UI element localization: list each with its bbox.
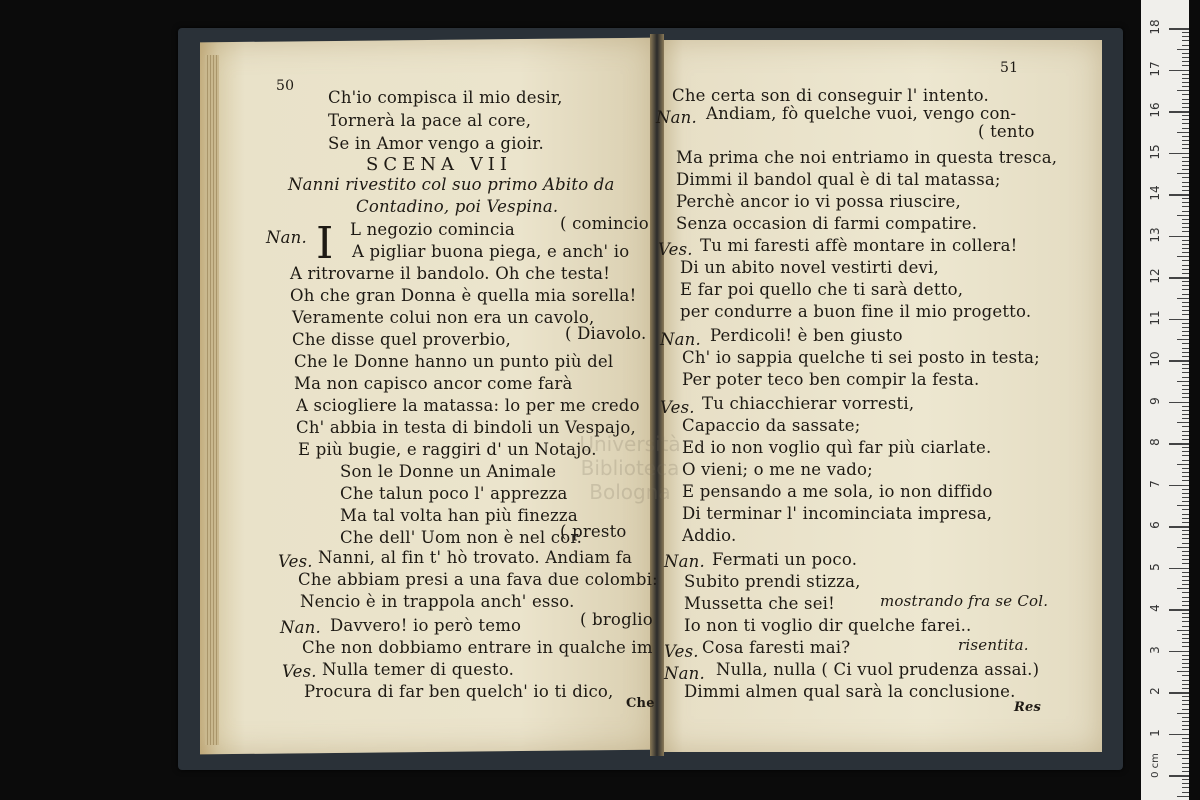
ruler-tick [1182, 426, 1189, 427]
ruler-tick [1182, 684, 1189, 685]
ruler-tick [1182, 696, 1189, 697]
ruler-tick [1182, 389, 1189, 390]
ruler-unit-label: 0 cm [1149, 753, 1161, 778]
ruler-tick [1182, 447, 1189, 448]
ruler-tick [1177, 90, 1189, 91]
ruler-tick [1182, 729, 1189, 730]
ruler-tick [1182, 269, 1189, 270]
speaker-label: Ves. [282, 662, 317, 681]
ruler-tick [1182, 638, 1189, 639]
ruler-tick [1182, 514, 1189, 515]
ruler-number: 9 [1148, 396, 1162, 405]
ruler-tick [1182, 592, 1189, 593]
stage-direction: mostrando fra se Col. [880, 592, 1049, 610]
ruler-tick [1177, 630, 1189, 631]
speaker-label: Ves. [278, 552, 313, 571]
ruler-tick [1182, 348, 1189, 349]
ruler-tick [1182, 74, 1189, 75]
speaker-label: Nan. [660, 330, 701, 349]
speaker-label: Ves. [664, 642, 699, 661]
ruler-tick [1182, 289, 1189, 290]
text-line: A pigliar buona piega, e anch' io [352, 242, 630, 261]
ruler-tick [1182, 493, 1189, 494]
ruler-tick [1182, 265, 1189, 266]
ruler-tick [1169, 485, 1189, 487]
ruler-tick [1182, 144, 1189, 145]
ruler-tick [1182, 431, 1189, 432]
ruler-tick [1182, 231, 1189, 232]
text-line: Ch' io sappia quelche ti sei posto in testa; [682, 348, 1040, 367]
text-line: Andiam, fò quelche vuoi, vengo con- [706, 104, 1017, 123]
ruler-tick [1182, 169, 1189, 170]
speaker-label: Nan. [266, 228, 307, 247]
ruler-tick [1169, 568, 1189, 570]
ruler-tick [1182, 626, 1189, 627]
text-line: Di terminar l' incominciata impresa, [682, 504, 993, 523]
text-line: Ch'io compisca il mio desir, [328, 88, 563, 107]
ruler-tick [1169, 111, 1189, 113]
text-line: Che talun poco l' apprezza [340, 484, 568, 503]
ruler-tick [1177, 173, 1189, 174]
ruler-tick [1182, 343, 1189, 344]
ruler-tick [1182, 787, 1189, 788]
ruler-tick [1182, 617, 1189, 618]
ruler-tick [1182, 418, 1189, 419]
ruler-tick [1182, 61, 1189, 62]
catchword: Che [626, 696, 655, 711]
ruler-tick [1182, 82, 1189, 83]
ruler-tick [1182, 704, 1189, 705]
ruler-tick [1182, 385, 1189, 386]
ruler-tick [1177, 547, 1189, 548]
ruler-tick [1182, 223, 1189, 224]
text-line: Dimmi almen qual sarà la conclusione. [684, 682, 1016, 701]
text-line: per condurre a buon fine il mio progetto. [680, 302, 1032, 321]
ruler-tick [1182, 32, 1189, 33]
ruler-tick [1182, 472, 1189, 473]
ruler-tick [1182, 534, 1189, 535]
ruler-tick [1182, 605, 1189, 606]
ruler-tick [1177, 505, 1189, 506]
ruler-tick [1182, 435, 1189, 436]
ruler-tick [1182, 559, 1189, 560]
ruler-tick [1182, 302, 1189, 303]
ruler-tick [1182, 783, 1189, 784]
ruler-tick [1182, 393, 1189, 394]
text-line: Capaccio da sassate; [682, 416, 861, 435]
ruler-number: 15 [1148, 143, 1162, 160]
text-line: Procura di far ben quelch' io ti dico, [304, 682, 614, 701]
ruler-tick [1169, 70, 1189, 72]
text-line: E pensando a me sola, io non diffido [682, 482, 993, 501]
ruler-tick [1182, 576, 1189, 577]
speaker-label: Nan. [664, 552, 705, 571]
ruler-tick [1182, 206, 1189, 207]
page-number-left: 50 [276, 78, 295, 94]
ruler-tick [1182, 248, 1189, 249]
ruler-tick [1182, 202, 1189, 203]
ruler-tick [1182, 750, 1189, 751]
text-line: ( broglio [580, 610, 653, 629]
ruler-tick [1182, 123, 1189, 124]
text-line: Ma tal volta han più finezza [340, 506, 578, 525]
ruler-tick [1182, 260, 1189, 261]
text-line: Che le Donne hanno un punto più del [294, 352, 614, 371]
text-line: Dimmi il bandol qual è di tal matassa; [676, 170, 1001, 189]
text-line: Tornerà la pace al core, [328, 111, 532, 130]
ruler-tick [1169, 194, 1189, 196]
text-line: Oh che gran Donna è quella mia sorella! [290, 286, 637, 305]
ruler-tick [1169, 28, 1189, 30]
text-line: Nanni, al fin t' hò trovato. Andiam fa [318, 548, 633, 567]
ruler-tick [1182, 190, 1189, 191]
library-watermark: Università Biblioteca Bologna [579, 432, 681, 504]
stage-direction: Contadino, poi Vespina. [356, 197, 559, 216]
ruler-tick [1182, 356, 1189, 357]
ruler-tick [1177, 671, 1189, 672]
text-line: Cosa faresti mai? [702, 638, 851, 657]
ruler-tick [1182, 771, 1189, 772]
ruler-tick [1182, 306, 1189, 307]
speaker-label: Nan. [280, 618, 321, 637]
text-line: ( Diavolo. [565, 324, 647, 343]
ruler-tick [1182, 136, 1189, 137]
ruler-tick [1182, 107, 1189, 108]
ruler-tick [1182, 439, 1189, 440]
ruler-tick [1182, 680, 1189, 681]
ruler-tick [1182, 543, 1189, 544]
text-line: Che certa son di conseguir l' intento. [672, 86, 989, 105]
ruler-tick [1169, 319, 1189, 321]
ruler-tick [1182, 53, 1189, 54]
text-line: Son le Donne un Animale [340, 462, 557, 481]
text-line: A sciogliere la matassa: lo per me credo [296, 396, 640, 415]
ruler-tick [1182, 410, 1189, 411]
ruler-tick [1182, 480, 1189, 481]
text-line: L negozio comincia [350, 220, 515, 239]
ruler-tick [1182, 406, 1189, 407]
ruler-tick [1177, 339, 1189, 340]
ruler-tick [1182, 414, 1189, 415]
ruler-tick [1182, 364, 1189, 365]
ruler-tick [1182, 580, 1189, 581]
text-line: O vieni; o me ne vado; [682, 460, 873, 479]
ruler-tick [1169, 734, 1189, 736]
text-line: Io non ti voglio dir quelche farei.. [684, 616, 972, 635]
ruler-tick [1182, 186, 1189, 187]
text-line: Nulla temer di questo. [322, 660, 515, 679]
text-line: Ch' abbia in testa di bindoli un Vespajo, [296, 418, 636, 437]
ruler-tick [1182, 655, 1189, 656]
ruler-tick [1182, 252, 1189, 253]
stage-direction: Nanni rivestito col suo primo Abito da [288, 175, 615, 194]
ruler-tick [1177, 713, 1189, 714]
ruler-tick [1182, 99, 1189, 100]
ruler-tick [1182, 709, 1189, 710]
ruler-tick [1182, 721, 1189, 722]
ruler-tick [1182, 40, 1189, 41]
speaker-label: Ves. [658, 240, 693, 259]
ruler-tick [1182, 601, 1189, 602]
text-line: Senza occasion di farmi compatire. [676, 214, 978, 233]
ruler-tick [1182, 285, 1189, 286]
page-edges [205, 55, 219, 745]
ruler-tick [1182, 335, 1189, 336]
text-line: Subito prendi stizza, [684, 572, 861, 591]
ruler-tick [1182, 157, 1189, 158]
ruler-number: 11 [1148, 309, 1162, 326]
ruler-tick [1182, 198, 1189, 199]
text-line: E più bugie, e raggiri d' un Notajo. [298, 440, 597, 459]
ruler-tick [1182, 767, 1189, 768]
ruler-number: 7 [1148, 479, 1162, 488]
ruler-tick [1182, 331, 1189, 332]
ruler-tick [1182, 763, 1189, 764]
text-line: Tu chiacchierar vorresti, [702, 394, 915, 413]
ruler-tick [1182, 530, 1189, 531]
ruler-tick [1182, 94, 1189, 95]
ruler-tick [1182, 758, 1189, 759]
text-line: ( presto [560, 522, 627, 541]
ruler-tick [1182, 86, 1189, 87]
ruler-tick [1182, 294, 1189, 295]
ruler-tick [1182, 36, 1189, 37]
ruler-tick [1182, 509, 1189, 510]
ruler-tick [1182, 372, 1189, 373]
ruler-number: 14 [1148, 185, 1162, 201]
ruler-tick [1182, 128, 1189, 129]
ruler-tick [1182, 518, 1189, 519]
ruler-tick [1182, 177, 1189, 178]
ruler-tick [1182, 78, 1189, 79]
ruler-tick [1182, 165, 1189, 166]
ruler-tick [1169, 277, 1189, 279]
ruler-number: 17 [1148, 60, 1162, 77]
ruler-tick [1182, 57, 1189, 58]
ruler-tick [1182, 572, 1189, 573]
ruler-tick [1182, 310, 1189, 311]
page-number-right: 51 [1000, 60, 1019, 76]
text-line: Tu mi faresti affè montare in collera! [700, 236, 1018, 255]
stage-direction: risentita. [958, 636, 1029, 654]
ruler-tick [1182, 219, 1189, 220]
ruler-tick [1182, 397, 1189, 398]
ruler-tick [1182, 642, 1189, 643]
ruler-tick [1182, 161, 1189, 162]
ruler-tick [1182, 667, 1189, 668]
ruler-tick [1182, 368, 1189, 369]
ruler-tick [1169, 651, 1189, 653]
ruler-tick [1182, 65, 1189, 66]
ruler-tick [1182, 746, 1189, 747]
ruler-tick [1169, 402, 1189, 404]
ruler-tick [1182, 742, 1189, 743]
text-line: A ritrovarne il bandolo. Oh che testa! [290, 264, 611, 283]
ruler-tick [1177, 298, 1189, 299]
ruler-tick [1177, 132, 1189, 133]
ruler-tick [1182, 377, 1189, 378]
ruler-number: 18 [1148, 19, 1162, 35]
speaker-label: Nan. [656, 108, 697, 127]
ruler-tick [1182, 700, 1189, 701]
text-line: Fermati un poco. [712, 550, 858, 569]
ruler-tick [1182, 323, 1189, 324]
ruler-tick [1182, 563, 1189, 564]
ruler-tick [1182, 501, 1189, 502]
text-line: Ed io non voglio quì far più ciarlate. [682, 438, 992, 457]
text-line: Per poter teco ben compir la festa. [682, 370, 980, 389]
ruler-tick [1169, 153, 1189, 155]
ruler-tick [1182, 489, 1189, 490]
ruler-tick [1182, 538, 1189, 539]
text-line: Perchè ancor io vi possa riuscire, [676, 192, 961, 211]
ruler-tick [1177, 215, 1189, 216]
text-line: Veramente colui non era un cavolo, [292, 308, 595, 327]
ruler-tick [1177, 588, 1189, 589]
ruler-tick [1182, 115, 1189, 116]
ruler-number: 2 [1148, 687, 1162, 695]
ruler-number: 4 [1148, 604, 1162, 612]
speaker-label: Ves. [660, 398, 695, 417]
text-line: Che disse quel proverbio, [292, 330, 511, 349]
ruler-tick [1182, 240, 1189, 241]
ruler-tick [1182, 119, 1189, 120]
ruler-tick [1182, 103, 1189, 104]
ruler-tick [1182, 182, 1189, 183]
ruler-tick [1182, 227, 1189, 228]
ruler-tick [1169, 443, 1189, 445]
text-line: ( tento [978, 122, 1035, 141]
ruler-number: 16 [1148, 102, 1162, 118]
ruler-number: 10 [1148, 351, 1162, 367]
ruler-tick [1182, 468, 1189, 469]
text-line: Davvero! io però temo [330, 616, 522, 635]
ruler-tick [1182, 211, 1189, 212]
ruler-tick [1182, 725, 1189, 726]
ruler-tick [1182, 281, 1189, 282]
ruler-tick [1169, 360, 1189, 362]
ruler-tick [1182, 634, 1189, 635]
text-line: Se in Amor vengo a gioir. [328, 134, 544, 153]
ruler-tick [1169, 526, 1189, 528]
text-line: Nulla, nulla ( Ci vuol prudenza assai.) [716, 660, 1040, 679]
text-line: Ma non capisco ancor come farà [294, 374, 573, 393]
ruler-tick [1177, 256, 1189, 257]
text-line: Ma prima che noi entriamo in questa tresca, [676, 148, 1058, 167]
ruler-tick [1182, 476, 1189, 477]
ruler-tick [1169, 236, 1189, 238]
ruler-tick [1182, 327, 1189, 328]
text-line: Nencio è in trappola anch' esso. [300, 592, 575, 611]
ruler-tick [1182, 621, 1189, 622]
text-line: Che non dobbiamo entrare in qualche im [302, 638, 653, 657]
ruler-tick [1182, 555, 1189, 556]
text-line: Che dell' Uom non è nel cor. [340, 528, 583, 547]
ruler-tick [1169, 609, 1189, 611]
ruler-tick [1182, 273, 1189, 274]
ruler-tick [1182, 451, 1189, 452]
ruler-number: 1 [1148, 728, 1162, 737]
ruler-tick [1182, 584, 1189, 585]
ruler-tick [1182, 314, 1189, 315]
ruler-tick [1182, 688, 1189, 689]
scene-heading: SCENA VII [366, 154, 512, 175]
ruler-tick [1182, 522, 1189, 523]
ruler-number: 12 [1148, 268, 1162, 284]
ruler-number: 6 [1148, 521, 1162, 529]
ruler-tick [1182, 675, 1189, 676]
drop-cap: I [316, 218, 334, 269]
ruler-tick [1182, 717, 1189, 718]
ruler-tick [1177, 422, 1189, 423]
ruler-tick [1182, 659, 1189, 660]
ruler-tick [1182, 613, 1189, 614]
ruler-tick [1182, 646, 1189, 647]
text-line: Mussetta che sei! [684, 594, 835, 613]
text-line: ( comincio [560, 214, 649, 233]
ruler-tick [1169, 692, 1189, 694]
ruler-tick [1182, 140, 1189, 141]
ruler-tick [1182, 663, 1189, 664]
ruler-tick [1182, 792, 1189, 793]
text-line: Addio. [682, 526, 737, 545]
ruler-tick [1182, 148, 1189, 149]
ruler-number: 8 [1148, 438, 1162, 446]
ruler-number: 5 [1148, 562, 1162, 571]
text-line: Perdicoli! è ben giusto [710, 326, 903, 345]
text-line: Che abbiam presi a una fava due colombi: [298, 570, 658, 589]
speaker-label: Nan. [664, 664, 705, 683]
ruler-tick [1182, 551, 1189, 552]
ruler-number: 3 [1148, 645, 1162, 654]
ruler-tick [1182, 597, 1189, 598]
text-line: Di un abito novel vestirti devi, [680, 258, 939, 277]
ruler-tick [1182, 455, 1189, 456]
ruler-tick [1182, 738, 1189, 739]
ruler-tick [1177, 796, 1189, 797]
ruler-tick [1177, 49, 1189, 50]
ruler-tick [1182, 244, 1189, 245]
ruler-tick [1177, 464, 1189, 465]
ruler-tick [1177, 754, 1189, 755]
ruler-tick [1182, 460, 1189, 461]
ruler-tick [1182, 45, 1189, 46]
ruler-tick [1182, 497, 1189, 498]
catchword: Res [1014, 700, 1041, 715]
text-line: E far poi quello che ti sarà detto, [680, 280, 964, 299]
ruler-tick [1177, 381, 1189, 382]
ruler-number: 13 [1148, 226, 1162, 243]
measuring-ruler [1141, 0, 1189, 800]
ruler-tick [1182, 352, 1189, 353]
ruler-tick [1182, 779, 1189, 780]
ruler-tick [1169, 775, 1189, 777]
